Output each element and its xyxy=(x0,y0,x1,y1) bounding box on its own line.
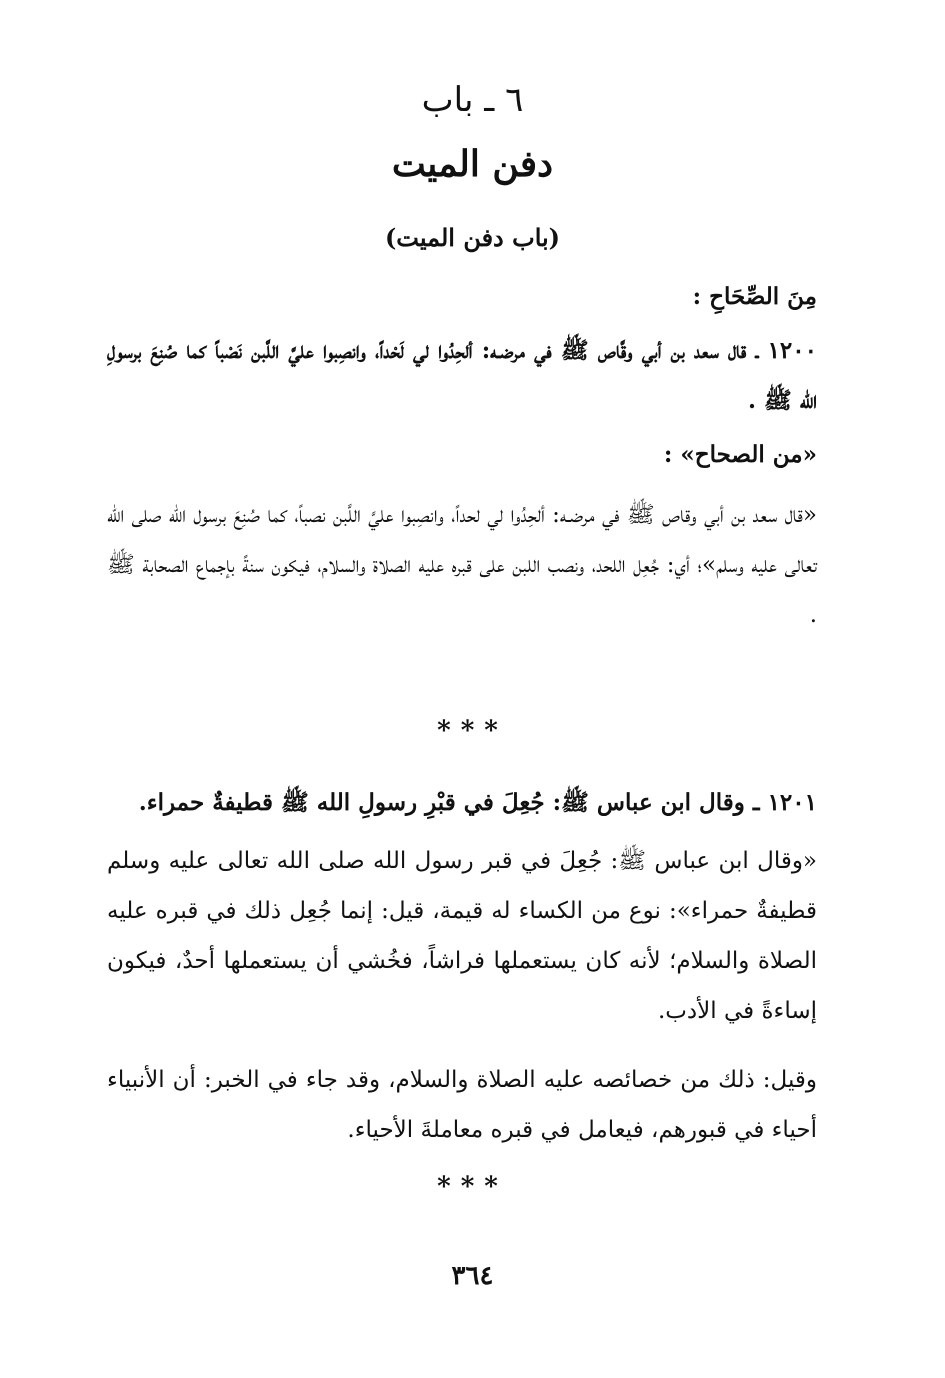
hadith-1200: ١٢٠٠ ـ قال سعد بن أبي وقَّاص ﷺ في مرضـه: ألحِدُوا لي لَحْداً، وانصِبوا عليَّ اللَّبن نَصْباً كما صُنِعَ برسولِ الله ﷺ . xyxy=(107,337,817,414)
separator-stars: *** xyxy=(437,1172,508,1202)
page-number: ٣٦٤ xyxy=(451,1261,494,1291)
section-heading-sahih: مِنَ الصِّحَاحِ : xyxy=(692,283,817,310)
chapter-subtitle: (باب دفن الميت) xyxy=(384,223,561,252)
commentary-1200: «قال سعد بن أبي وقاص ﷺ في مرضـه: ألحِدُوا لي لحداً، وانصِبوا عليَّ اللَّبن نصباً، كما صُنِعَ برسول الله صلى الله تعالى عليه وسلم»؛ أي: جُعِل اللحد، ونصب اللبن على قبره عليه الصلاة والسلام، فيكون سنةً بإجماع الصحابة ﷺ . xyxy=(107,502,817,628)
separator-stars: *** xyxy=(437,716,508,746)
commentary-1201-b: وقيل: ذلك من خصائصه عليه الصلاة والسلام، وقد جاء في الخبر: أن الأنبياء أحياء في قبورهم، فيعامل في قبره معاملةَ الأحياء. xyxy=(107,1067,817,1143)
commentary-1201: «وقال ابن عباس ﷺ: جُعِلَ في قبر رسول الله صلى الله تعالى عليه وسلم قطيفةٌ حمراء»: نوع من الكساء له قيمة، قيل: إنما جُعِل ذلك في قبره عليه الصلاة والسلام؛ لأنه كان يستعملها فراشاً، فخُشي أن يستعملها أحدٌ، فيكون إساءةً في الأدب. xyxy=(107,848,817,1024)
section-heading-sahih-commentary: «من الصحاح» : xyxy=(663,441,817,468)
hadith-1201: ١٢٠١ ـ وقال ابن عباس ﷺ: جُعِلَ في قبْرِ رسولِ الله ﷺ قطيفةٌ حمراء. xyxy=(138,789,817,816)
chapter-number: ٦ ـ باب xyxy=(421,80,524,120)
chapter-title: دفن الميت xyxy=(391,143,554,185)
